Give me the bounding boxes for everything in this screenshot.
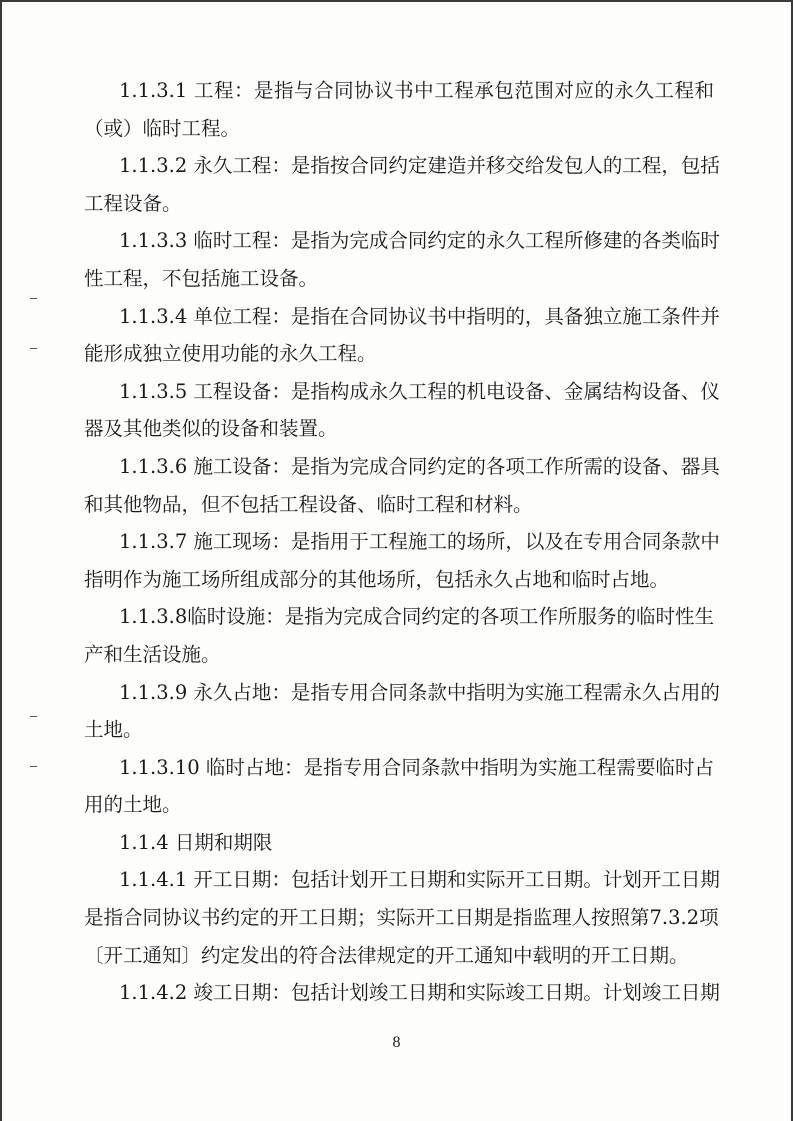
paragraph-line: 土地。 <box>84 718 143 742</box>
paragraph-line: 1.1.4.2 竣工日期：包括计划竣工日期和实际竣工日期。计划竣工日期 <box>119 981 720 1005</box>
paragraph-line: 能形成独立使用功能的永久工程。 <box>84 342 377 366</box>
margin-mark <box>30 766 37 767</box>
section-heading: 1.1.4 日期和期限 <box>119 830 273 854</box>
paragraph-line: 和其他物品，但不包括工程设备、临时工程和材料。 <box>84 492 533 516</box>
scan-border-left <box>0 0 2 1121</box>
paragraph-line: 1.1.3.4 单位工程：是指在合同协议书中指明的，具备独立施工条件并 <box>119 304 720 328</box>
paragraph-line: 产和生活设施。 <box>84 642 221 666</box>
paragraph-line: 1.1.3.6 施工设备：是指为完成合同约定的各项工作所需的设备、器具 <box>119 454 720 478</box>
page-number: 8 <box>392 1034 401 1051</box>
paragraph-line: 〔开工通知〕约定发出的符合法律规定的开工通知中载明的开工日期。 <box>84 943 689 967</box>
margin-mark <box>30 348 37 349</box>
paragraph-line: 器及其他类似的设备和装置。 <box>84 417 338 441</box>
body-text <box>84 72 720 1012</box>
paragraph-line: 是指合同协议书约定的开工日期；实际开工日期是指监理人按照第7.3.2项 <box>84 906 719 930</box>
paragraph-line: 1.1.3.5 工程设备：是指构成永久工程的机电设备、金属结构设备、仪 <box>119 379 720 403</box>
paragraph-line: 1.1.3.9 永久占地：是指专用合同条款中指明为实施工程需永久占用的 <box>119 680 720 704</box>
margin-mark <box>30 716 37 717</box>
scan-border-top <box>0 0 793 2</box>
paragraph-line: （或）临时工程。 <box>84 116 241 140</box>
paragraph-line: 性工程，不包括施工设备。 <box>84 266 319 290</box>
paragraph-line: 1.1.4.1 开工日期：包括计划开工日期和实际开工日期。计划开工日期 <box>119 868 720 892</box>
paragraph-line: 1.1.3.1 工程：是指与合同协议书中工程承包范围对应的永久工程和 <box>119 79 714 102</box>
paragraph-line: 用的土地。 <box>84 793 182 817</box>
paragraph-line: 指明作为施工场所组成部分的其他场所，包括永久占地和临时占地。 <box>84 567 670 591</box>
paragraph-line: 1.1.3.8临时设施：是指为完成合同约定的各项工作所服务的临时性生 <box>119 605 714 629</box>
paragraph-line: 工程设备。 <box>84 191 182 215</box>
paragraph-line: 1.1.3.10 临时占地：是指专用合同条款中指明为实施工程需要临时占 <box>119 755 714 779</box>
paragraph-line: 1.1.3.7 施工现场：是指用于工程施工的场所，以及在专用合同条款中 <box>119 530 720 554</box>
paragraph-line: 1.1.3.2 永久工程：是指按合同约定建造并移交给发包人的工程，包括 <box>119 154 720 178</box>
paragraph-line: 1.1.3.3 临时工程：是指为完成合同约定的永久工程所修建的各类临时 <box>119 229 720 253</box>
margin-mark <box>30 298 37 299</box>
